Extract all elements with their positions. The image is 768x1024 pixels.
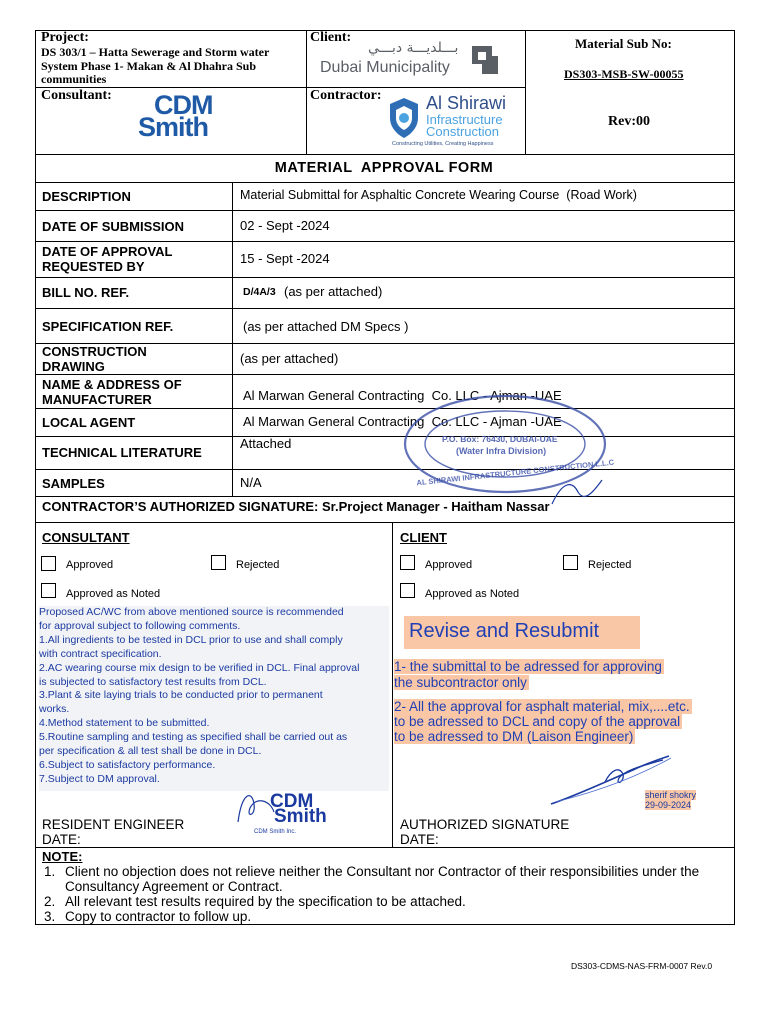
consultant-comment-line: 7.Subject to DM approval. (39, 772, 160, 785)
note-1-line1: Client no objection does not relieve neither the Consultant nor Contractor of their responsibilities under the (65, 864, 700, 879)
note-1-number: 1. (44, 864, 56, 879)
consultant-stamp-sub: CDM Smith Inc. (254, 829, 297, 835)
consultant-rejected-checkbox[interactable] (211, 555, 226, 570)
project-label: Project: (41, 30, 89, 45)
shirawi-line3: Construction (426, 124, 499, 139)
consultant-comment-line: is subjected to satisfactory test results from DCL. (39, 675, 267, 688)
client-approved-label: Approved (425, 559, 473, 571)
consultant-cdm-stamp (248, 791, 368, 844)
bill-no-code: D/4A/3 (243, 286, 276, 298)
header-col-divider-1 (306, 30, 307, 155)
dm-arabic-wordmark: بـــلديـــة دبـــي (368, 40, 459, 56)
consultant-stamp-line2: Smith (274, 806, 327, 827)
consultant-approved-as-noted-checkbox[interactable] (41, 583, 56, 598)
client-heading: CLIENT (400, 530, 447, 545)
shirawi-tagline: Constructing Utilities, Creating Happiness (392, 141, 494, 147)
consultant-approved-checkbox[interactable] (41, 556, 56, 571)
shirawi-line2: Infrastructure (426, 112, 503, 127)
row-line (35, 241, 735, 242)
client-authorized-signature-label: AUTHORIZED SIGNATURE (400, 817, 570, 832)
header-col-divider-2 (525, 30, 526, 155)
manufacturer-label: NAME & ADDRESS OF MANUFACTURER (42, 377, 182, 407)
client-comment-2-line3: to be adressed to DM (Laison Engineer) (394, 729, 634, 744)
client-rejected-checkbox[interactable] (563, 555, 578, 570)
consultant-comment-line: per specification & all test shall be done in DCL. (39, 745, 262, 758)
row-line (35, 469, 735, 470)
info-table-col-divider (232, 182, 233, 497)
consultant-comment-line: for approval subject to following comments. (39, 619, 241, 632)
cdm-smith-logo (130, 90, 240, 146)
client-comment-1-line2: the subcontractor only (394, 675, 527, 690)
row-line (35, 210, 735, 211)
consultant-comment-line: 4.Method statement to be submitted. (39, 717, 210, 730)
date-of-submission-value: 02 - Sept -2024 (240, 218, 330, 233)
construction-drawing-label: CONSTRUCTION DRAWING (42, 344, 147, 374)
stamp-po-box: P.O. Box: 76430, DUBAI-UAE (442, 434, 558, 444)
samples-label: SAMPLES (42, 476, 105, 491)
manufacturer-value: Al Marwan General Contracting Co. LLC - Ajman -UAE (243, 388, 562, 403)
row-line (35, 277, 735, 278)
form-title: MATERIAL APPROVAL FORM (274, 160, 494, 176)
consultant-approved-as-noted-label: Approved as Noted (66, 588, 161, 600)
consultant-date-label: DATE: (42, 832, 81, 847)
consultant-comment-line: Proposed AC/WC from above mentioned source is recommended (39, 606, 344, 618)
consultant-comment-line: 5.Routine sampling and testing as specified shall be carried out as (39, 731, 348, 744)
client-approved-checkbox[interactable] (400, 555, 415, 570)
project-line-1: DS 303/1 – Hatta Sewerage and Storm water (41, 45, 270, 59)
row-line (35, 308, 735, 309)
revision-number: Rev:00 (608, 114, 650, 129)
samples-value: N/A (240, 475, 262, 490)
contractor-label: Contractor: (310, 88, 382, 103)
construction-drawing-value: (as per attached) (240, 351, 339, 366)
description-value: Material Submittal for Asphaltic Concrete Wearing Course (Road Work) (240, 188, 637, 202)
project-line-3: communities (41, 72, 107, 86)
consultant-comment-line: 6.Subject to satisfactory performance. (39, 758, 216, 771)
row-line (35, 374, 735, 375)
client-signer-date: 29-09-2024 (645, 800, 692, 810)
consultant-comment-line: 1.All ingredients to be tested in DCL prior to use and shall comply (39, 633, 343, 646)
specification-ref-label: SPECIFICATION REF. (42, 319, 174, 334)
bill-no-label: BILL NO. REF. (42, 285, 130, 300)
specification-ref-value: (as per attached DM Specs ) (243, 319, 409, 334)
shirawi-name: Al Shirawi (426, 93, 507, 113)
note-2-number: 2. (44, 894, 56, 909)
client-signer-name: sherif shokry (645, 790, 697, 800)
consultant-comment-line: 2.AC wearing course mix design to be verified in DCL. Final approval (39, 661, 360, 674)
notes-heading: NOTE: (42, 849, 83, 864)
dubai-municipality-logo (318, 40, 518, 80)
consultant-heading: CONSULTANT (42, 530, 130, 545)
shirawi-shield-icon (386, 96, 422, 140)
cdm-logo-line1: CDM (154, 90, 213, 120)
dm-english-wordmark: Dubai Municipality (320, 59, 450, 76)
resident-engineer-label: RESIDENT ENGINEER (42, 817, 185, 832)
client-comment-2-line2: to be adressed to DCL and copy of the approval (394, 714, 681, 729)
cdm-logo-line2: Smith (138, 112, 209, 142)
material-sub-number: DS303-MSB-SW-00055 (564, 67, 684, 81)
consultant-approved-label: Approved (66, 559, 114, 571)
row-line (35, 436, 735, 437)
consultant-stamp-line1: CDM (270, 791, 314, 812)
client-date-label: DATE: (400, 832, 439, 847)
client-comment-2-line1: 2- All the approval for asphalt material, mix,....etc. (394, 699, 690, 714)
client-comment-1-line1: 1- the submittal to be adressed for approving (394, 659, 662, 674)
note-3-number: 3. (44, 909, 56, 924)
consultant-rejected-label: Rejected (236, 559, 280, 571)
dm-logo-icon (468, 42, 502, 76)
material-sub-label: Material Sub No: (575, 36, 672, 51)
technical-literature-value: Attached (240, 436, 292, 451)
note-1-line2: Consultancy Agreement or Contract. (65, 879, 283, 894)
date-of-approval-value: 15 - Sept -2024 (240, 251, 330, 266)
consultant-comment-line: with contract specification. (39, 647, 162, 660)
form-reference-code: DS303-CDMS-NAS-FRM-0007 Rev.0 (571, 961, 713, 971)
consultant-comment-line: works. (39, 703, 70, 716)
date-of-approval-label: DATE OF APPROVAL REQUESTED BY (42, 244, 173, 274)
project-line-2: System Phase 1- Makan & Al Dhahra Sub (41, 59, 257, 73)
client-label: Client: (310, 30, 352, 45)
client-rejected-label: Rejected (588, 559, 632, 571)
bill-no-value: (as per attached) (284, 284, 383, 299)
stamp-ring-text: AL SHIRAWI INFRASTRUCTURE CONSTRUCTION L.L.C (416, 457, 615, 488)
contractor-authorized-signature: CONTRACTOR’S AUTHORIZED SIGNATURE: Sr.Project Manager - Haitham Nassar (42, 499, 550, 514)
note-2-line1: All relevant test results required by the specification to be attached. (65, 894, 466, 909)
consultant-label: Consultant: (41, 88, 112, 103)
technical-literature-label: TECHNICAL LITERATURE (42, 445, 202, 460)
al-shirawi-logo (386, 94, 516, 150)
date-of-submission-label: DATE OF SUBMISSION (42, 219, 185, 234)
contractor-signature-scribble (548, 474, 608, 512)
client-approved-as-noted-checkbox[interactable] (400, 583, 415, 598)
revise-resubmit-status: Revise and Resubmit (404, 616, 640, 649)
approval-col-divider (392, 522, 393, 848)
stamp-division: (Water Infra Division) (456, 446, 547, 456)
note-3-line1: Copy to contractor to follow up. (65, 909, 252, 924)
local-agent-label: LOCAL AGENT (42, 415, 136, 430)
consultant-comments (39, 606, 389, 791)
client-approved-as-noted-label: Approved as Noted (425, 588, 520, 600)
local-agent-value: Al Marwan General Contracting Co. LLC - Ajman -UAE (243, 414, 562, 429)
description-label: DESCRIPTION (42, 189, 131, 204)
consultant-comment-line: 3.Plant & site laying trials to be conducted prior to permanent (39, 689, 323, 702)
row-line (35, 408, 735, 409)
